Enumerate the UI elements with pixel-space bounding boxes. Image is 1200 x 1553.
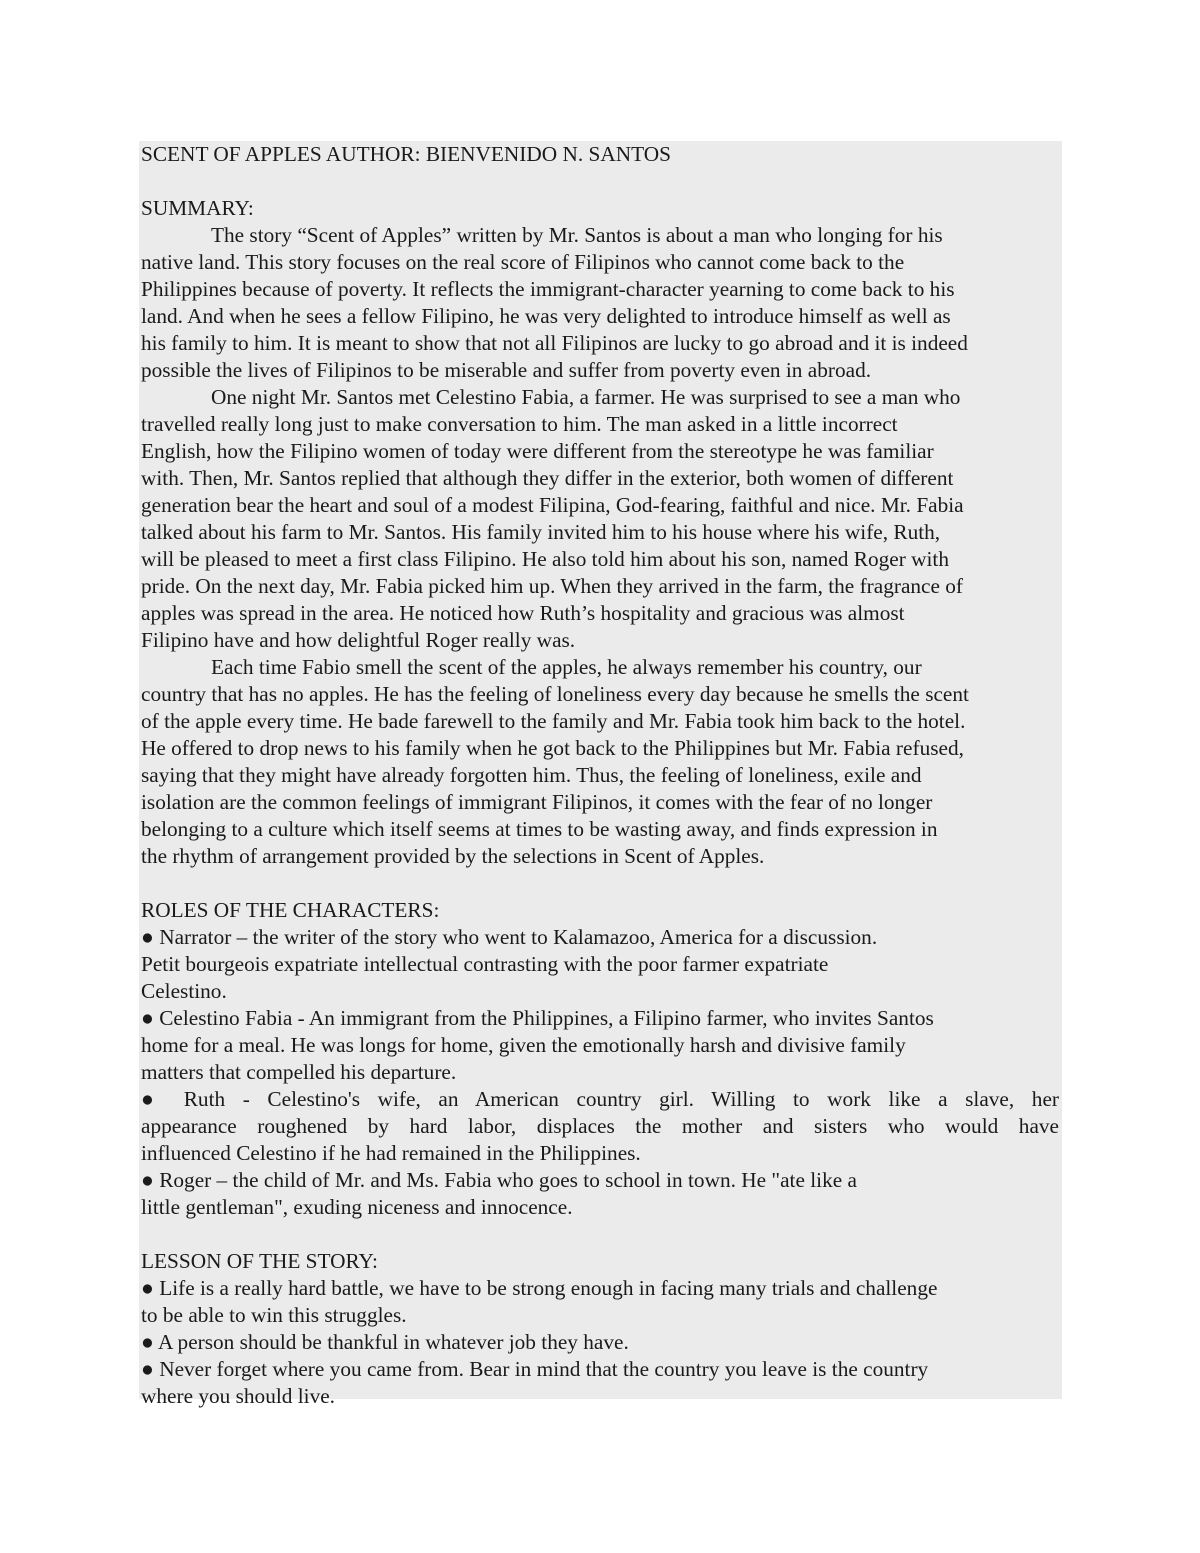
roles-heading: ROLES OF THE CHARACTERS: <box>141 898 440 922</box>
roles-line: little gentleman", exuding niceness and innocence. <box>141 1195 573 1219</box>
spacer <box>141 870 1059 897</box>
lesson-heading: LESSON OF THE STORY: <box>141 1249 378 1273</box>
summary-line: He offered to drop news to his family when he got back to the Philippines but Mr. Fabia refused, <box>141 736 964 760</box>
lesson-line: ● Never forget where you came from. Bear in mind that the country you leave is the country <box>141 1357 929 1381</box>
roles-line: ● Roger – the child of Mr. and Ms. Fabia who goes to school in town. He "ate like a <box>141 1168 857 1192</box>
summary-line: land. And when he sees a fellow Filipino, he was very delighted to introduce himself as well as <box>141 304 951 328</box>
summary-line: with. Then, Mr. Santos replied that although they differ in the exterior, both women of different <box>141 466 954 490</box>
summary-line: possible the lives of Filipinos to be miserable and suffer from poverty even in abroad. <box>141 358 872 382</box>
roles-line: ● Ruth - Celestino's wife, an American country girl. Willing to work like a slave, her <box>141 1087 1059 1111</box>
summary-line: will be pleased to meet a first class Filipino. He also told him about his son, named Roger with <box>141 547 949 571</box>
lesson-line: ● Life is a really hard battle, we have to be strong enough in facing many trials and challenge <box>141 1276 938 1300</box>
summary-line: pride. On the next day, Mr. Fabia picked him up. When they arrived in the farm, the fragrance of <box>141 574 964 598</box>
summary-line: the rhythm of arrangement provided by the selections in Scent of Apples. <box>141 844 765 868</box>
lesson-line: where you should live. <box>141 1384 336 1408</box>
spacer <box>141 168 1059 195</box>
summary-line: talked about his farm to Mr. Santos. His family invited him to his house where his wife, Ruth, <box>141 520 941 544</box>
document-header: SCENT OF APPLES AUTHOR: BIENVENIDO N. SANTOS <box>141 142 671 166</box>
summary-line: Each time Fabio smell the scent of the apples, he always remember his country, our <box>211 655 922 679</box>
roles-line: ● Celestino Fabia - An immigrant from the Philippines, a Filipino farmer, who invites Santos <box>141 1006 934 1030</box>
summary-line: One night Mr. Santos met Celestino Fabia, a farmer. He was surprised to see a man who <box>211 385 961 409</box>
roles-line: appearance roughened by hard labor, displaces the mother and sisters who would have <box>141 1114 1059 1138</box>
summary-line: of the apple every time. He bade farewell to the family and Mr. Fabia took him back to the hotel. <box>141 709 966 733</box>
summary-line: his family to him. It is meant to show that not all Filipinos are lucky to go abroad and it is indeed <box>141 331 968 355</box>
summary-line: English, how the Filipino women of today were different from the stereotype he was familiar <box>141 439 934 463</box>
summary-line: generation bear the heart and soul of a modest Filipina, God-fearing, faithful and nice. Mr. Fabia <box>141 493 964 517</box>
summary-line: Filipino have and how delightful Roger really was. <box>141 628 576 652</box>
lesson-line: ● A person should be thankful in whatever job they have. <box>141 1330 629 1354</box>
roles-line: Celestino. <box>141 979 227 1003</box>
summary-line: isolation are the common feelings of immigrant Filipinos, it comes with the fear of no longer <box>141 790 933 814</box>
roles-line: ● Narrator – the writer of the story who went to Kalamazoo, America for a discussion. <box>141 925 878 949</box>
summary-line: Philippines because of poverty. It reflects the immigrant-character yearning to come back to his <box>141 277 955 301</box>
summary-line: apples was spread in the area. He noticed how Ruth’s hospitality and gracious was almost <box>141 601 905 625</box>
lesson-line: to be able to win this struggles. <box>141 1303 407 1327</box>
summary-line: country that has no apples. He has the feeling of loneliness every day because he smells the scent <box>141 682 969 706</box>
document-body[interactable] <box>141 141 1059 1410</box>
spacer <box>141 1221 1059 1248</box>
summary-line: travelled really long just to make conversation to him. The man asked in a little incorrect <box>141 412 898 436</box>
summary-heading: SUMMARY: <box>141 196 254 220</box>
roles-line: home for a meal. He was longs for home, given the emotionally harsh and divisive family <box>141 1033 906 1057</box>
roles-line: Petit bourgeois expatriate intellectual contrasting with the poor farmer expatriate <box>141 952 829 976</box>
roles-line: influenced Celestino if he had remained in the Philippines. <box>141 1141 641 1165</box>
summary-line: belonging to a culture which itself seems at times to be wasting away, and finds expression in <box>141 817 938 841</box>
summary-line: The story “Scent of Apples” written by Mr. Santos is about a man who longing for his <box>211 223 943 247</box>
roles-line: matters that compelled his departure. <box>141 1060 457 1084</box>
summary-line: native land. This story focuses on the real score of Filipinos who cannot come back to the <box>141 250 905 274</box>
summary-line: saying that they might have already forgotten him. Thus, the feeling of loneliness, exile and <box>141 763 922 787</box>
